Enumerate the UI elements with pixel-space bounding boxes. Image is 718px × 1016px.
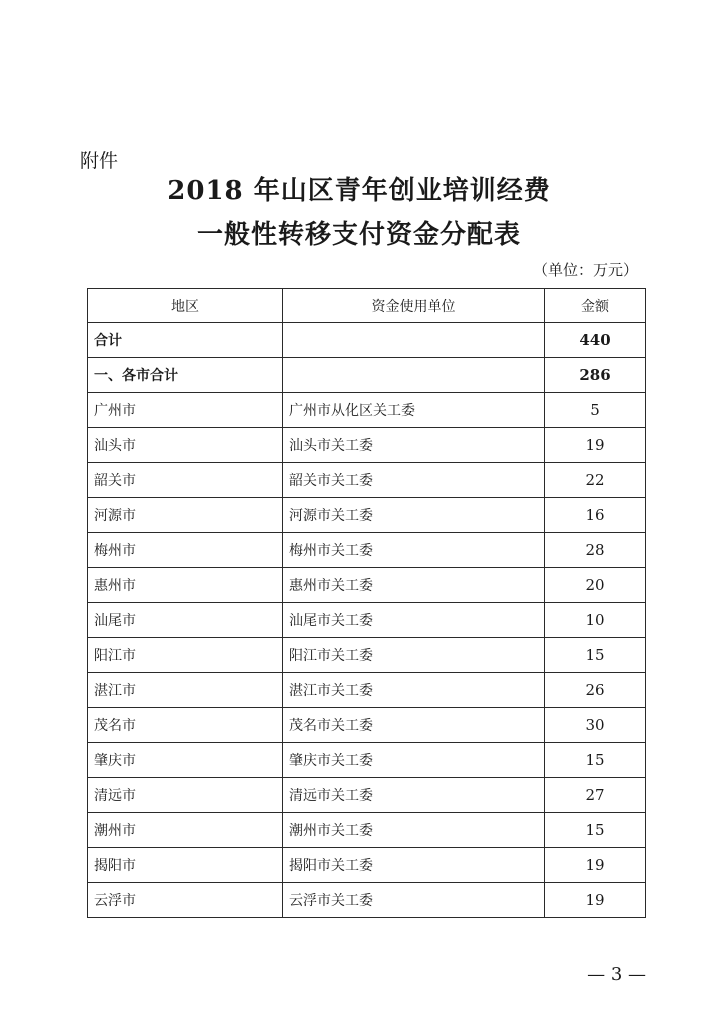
page-number: — 3 —: [587, 964, 646, 985]
table-row: [88, 393, 646, 428]
cell-funding-unit: 茂名市关工委: [283, 708, 545, 743]
table-row: [88, 848, 646, 883]
cell-region: 清远市: [88, 778, 283, 813]
table-row: [88, 743, 646, 778]
header-region: 地区: [88, 289, 283, 323]
table-row: [88, 673, 646, 708]
header-funding-unit: 资金使用单位: [283, 289, 545, 323]
cell-amount: 19: [545, 883, 646, 918]
cell-funding-unit: 揭阳市关工委: [283, 848, 545, 883]
cell-funding-unit: [283, 358, 545, 393]
cell-funding-unit: [283, 323, 545, 358]
table-header-row: [88, 289, 646, 323]
table-row: [88, 568, 646, 603]
table-row: [88, 883, 646, 918]
cell-region: 湛江市: [88, 673, 283, 708]
table-row: [88, 638, 646, 673]
cell-amount: 10: [545, 603, 646, 638]
table-row: [88, 463, 646, 498]
table-row: [88, 778, 646, 813]
cell-region: 茂名市: [88, 708, 283, 743]
header-amount: 金额: [545, 289, 646, 323]
cell-amount: 30: [545, 708, 646, 743]
cell-amount: 16: [545, 498, 646, 533]
cell-region: 河源市: [88, 498, 283, 533]
cell-funding-unit: 汕头市关工委: [283, 428, 545, 463]
cell-funding-unit: 阳江市关工委: [283, 638, 545, 673]
table-row: [88, 813, 646, 848]
cell-funding-unit: 肇庆市关工委: [283, 743, 545, 778]
cell-amount: 15: [545, 743, 646, 778]
cell-funding-unit: 广州市从化区关工委: [283, 393, 545, 428]
cell-amount: 19: [545, 848, 646, 883]
table-row: [88, 428, 646, 463]
cell-region: 惠州市: [88, 568, 283, 603]
attachment-label: 附件: [80, 150, 119, 172]
cell-region: 梅州市: [88, 533, 283, 568]
cell-amount: 5: [545, 393, 646, 428]
cell-amount: 26: [545, 673, 646, 708]
table-row: [88, 323, 646, 358]
cell-amount: 20: [545, 568, 646, 603]
cell-funding-unit: 汕尾市关工委: [283, 603, 545, 638]
allocation-table: [87, 288, 646, 918]
table-row: [88, 708, 646, 743]
cell-region: 汕尾市: [88, 603, 283, 638]
document-title-line-1: 2018 年山区青年创业培训经费: [167, 176, 551, 206]
table-row: [88, 498, 646, 533]
cell-region: 韶关市: [88, 463, 283, 498]
unit-note: （单位：万元）: [532, 261, 638, 279]
cell-region: 肇庆市: [88, 743, 283, 778]
cell-region: 一、各市合计: [88, 358, 283, 393]
cell-amount: 440: [545, 323, 646, 358]
cell-amount: 22: [545, 463, 646, 498]
cell-region: 广州市: [88, 393, 283, 428]
cell-region: 合计: [88, 323, 283, 358]
cell-region: 汕头市: [88, 428, 283, 463]
cell-region: 潮州市: [88, 813, 283, 848]
cell-funding-unit: 惠州市关工委: [283, 568, 545, 603]
cell-amount: 15: [545, 813, 646, 848]
cell-funding-unit: 清远市关工委: [283, 778, 545, 813]
cell-funding-unit: 河源市关工委: [283, 498, 545, 533]
cell-region: 云浮市: [88, 883, 283, 918]
table-row: [88, 533, 646, 568]
cell-funding-unit: 潮州市关工委: [283, 813, 545, 848]
cell-amount: 28: [545, 533, 646, 568]
cell-amount: 27: [545, 778, 646, 813]
cell-region: 揭阳市: [88, 848, 283, 883]
cell-funding-unit: 云浮市关工委: [283, 883, 545, 918]
cell-funding-unit: 湛江市关工委: [283, 673, 545, 708]
cell-amount: 286: [545, 358, 646, 393]
table-body: [88, 323, 646, 918]
cell-funding-unit: 韶关市关工委: [283, 463, 545, 498]
cell-region: 阳江市: [88, 638, 283, 673]
table-row: [88, 603, 646, 638]
cell-funding-unit: 梅州市关工委: [283, 533, 545, 568]
cell-amount: 19: [545, 428, 646, 463]
cell-amount: 15: [545, 638, 646, 673]
document-title-line-2: 一般性转移支付资金分配表: [196, 220, 521, 250]
table-row: [88, 358, 646, 393]
